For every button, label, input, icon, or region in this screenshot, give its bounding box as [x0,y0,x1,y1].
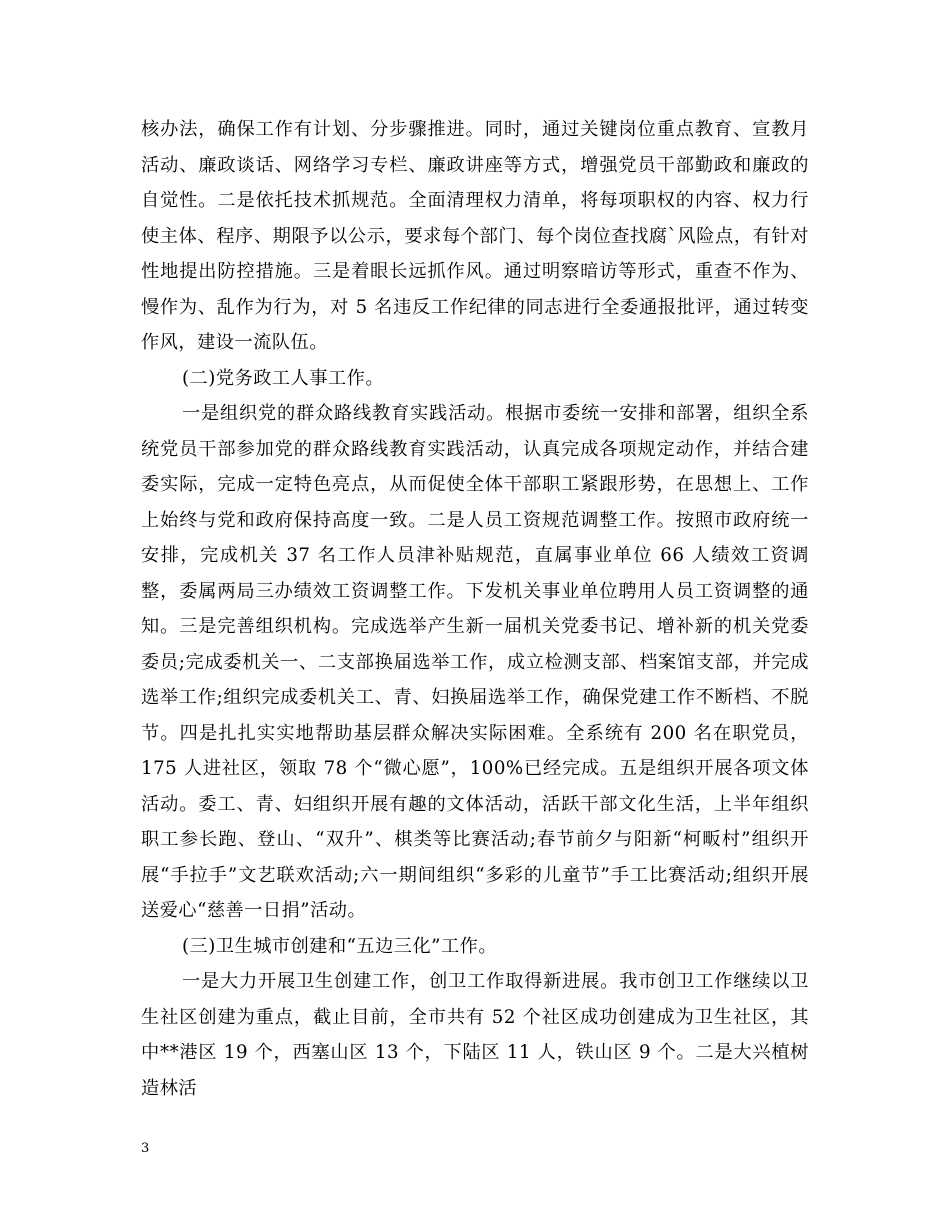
section-heading-party-affairs: (二)党务政工人事工作。 [181,367,385,389]
section-heading-sanitation: (三)卫生城市创建和“五边三化”工作。 [181,935,498,957]
paragraph-sanitation: 一是大力开展卫生创建工作，创卫工作取得新进展。我市创卫工作继续以卫生社区创建为重点，截止目前，全市共有 52 个社区成功创建成为卫生社区，其中**港区 19 个，西塞山区 13 个，下陆区 11 人，铁山区 9 个。二是大兴植树造林活 [141,971,809,1099]
document-body [141,112,809,1106]
page-number: 3 [141,1141,150,1156]
paragraph-continuation: 核办法，确保工作有计划、分步骤推进。同时，通过关键岗位重点教育、宣教月活动、廉政谈话、网络学习专栏、廉政讲座等方式，增强党员干部勤政和廉政的自觉性。二是依托技术抓规范。全面清理权力清单，将每项职权的内容、权力行使主体、程序、期限予以公示，要求每个部门、每个岗位查找腐`风险点，有针对性地提出防控措施。三是着眼长远抓作风。通过明察暗访等形式，重查不作为、慢作为、乱作为行为，对 5 名违反工作纪律的同志进行全委通报批评，通过转变作风，建设一流队伍。 [141,119,809,353]
paragraph-party-affairs: 一是组织党的群众路线教育实践活动。根据市委统一安排和部署，组织全系统党员干部参加党的群众路线教育实践活动，认真完成各项规定动作，并结合建委实际，完成一定特色亮点，从而促使全体干部职工紧跟形势，在思想上、工作上始终与党和政府保持高度一致。二是人员工资规范调整工作。按照市政府统一安排，完成机关 37 名工作人员津补贴规范，直属事业单位 66 人绩效工资调整，委属两局三办绩效工资调整工作。下发机关事业单位聘用人员工资调整的通知。三是完善组织机构。完成选举产生新一届机关党委书记、增补新的机关党委委员;完成委机关一、二支部换届选举工作，成立检测支部、档案馆支部，并完成选举工作;组织完成委机关工、青、妇换届选举工作，确保党建工作不断档、不脱节。四是扎扎实实地帮助基层群众解决实际困难。全系统有 200 名在职党员，175 人进社区，领取 78 个“微心愿”，100%已经完成。五是组织开展各项文体活动。委工、青、妇组织开展有趣的文体活动，活跃干部文化生活，上半年组织职工参长跑、登山、“双升”、棋类等比赛活动;春节前夕与阳新“柯畈村”组织开展“手拉手”文艺联欢活动;六一期间组织“多彩的儿童节”手工比赛活动;组织开展送爱心“慈善一日捐”活动。 [141,403,809,921]
